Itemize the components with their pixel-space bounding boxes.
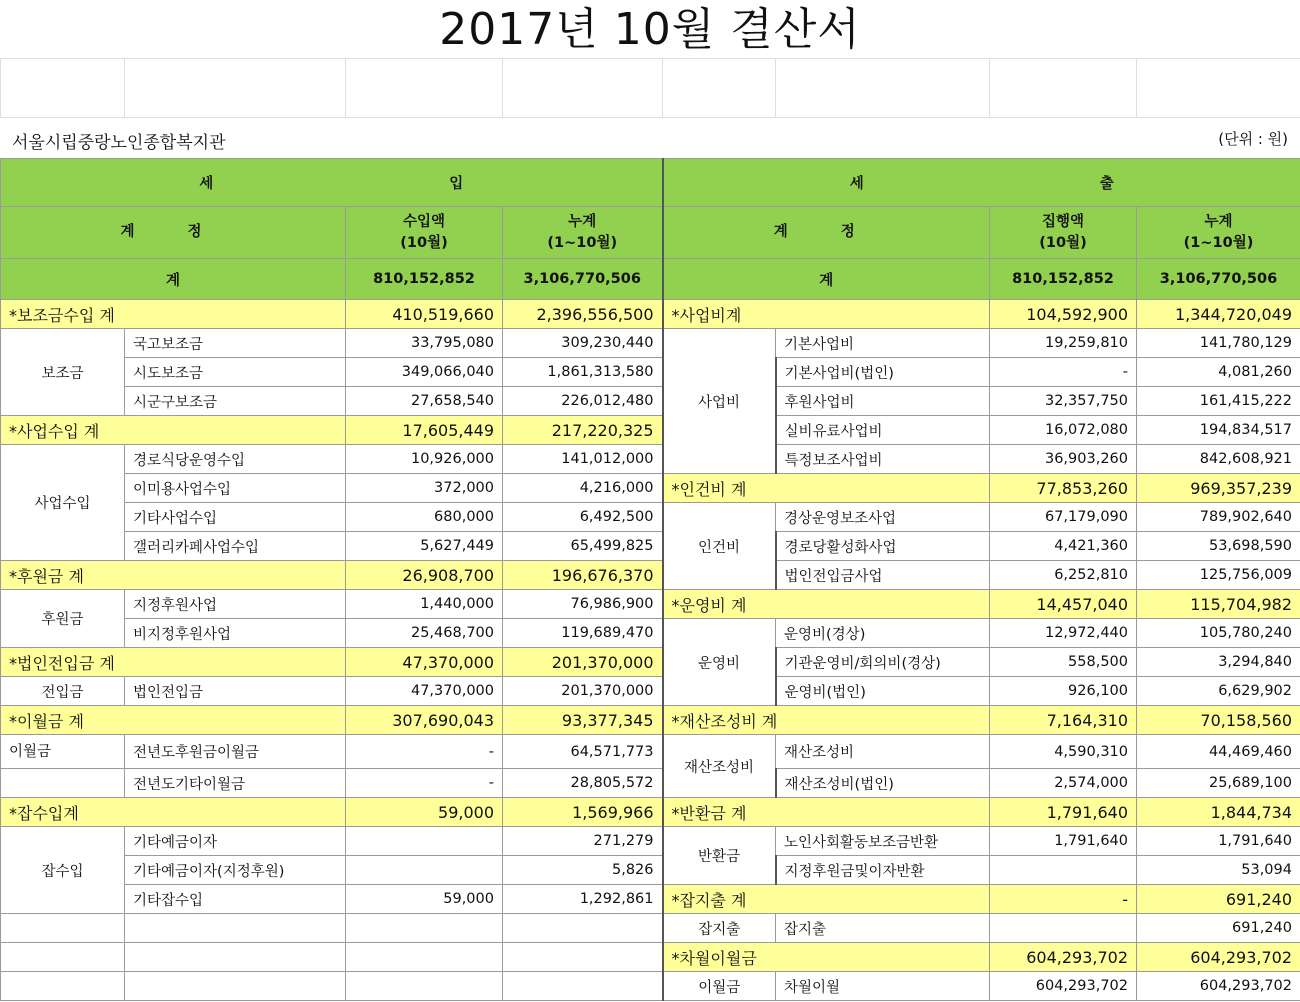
expense-item-cumulative: 53,698,590 — [1137, 532, 1300, 561]
income-empty-cell — [346, 943, 503, 972]
account-label: 계 정 — [120, 224, 226, 240]
expense-item-name: 재산조성비 — [776, 735, 990, 769]
income-item-name: 시도보조금 — [125, 358, 346, 387]
income-subtotal-label: *이월금 계 — [1, 706, 346, 735]
income-subtotal-month: 26,908,700 — [346, 561, 503, 590]
expense-item-name: 경로당활성화사업 — [776, 532, 990, 561]
expense-item-name: 경상운영보조사업 — [776, 503, 990, 532]
income-empty-cell — [346, 914, 503, 943]
expense-item-month: 4,421,360 — [990, 532, 1137, 561]
organization-name: 서울시립중랑노인종합복지관 — [12, 133, 226, 153]
income-item-cumulative: 201,370,000 — [503, 677, 663, 706]
table-row — [1, 972, 1300, 1001]
table-row — [1, 416, 1300, 445]
expense-category: 잡지출 — [663, 914, 776, 943]
expense-item-month: - — [990, 358, 1137, 387]
page-title: 2017년 10월 결산서 — [0, 0, 1300, 59]
table-row — [1, 619, 1300, 648]
income-item-cumulative: 119,689,470 — [503, 619, 663, 648]
expense-category: 인건비 — [663, 503, 776, 590]
expense-item-name: 기관운영비/회의비(경상) — [776, 648, 990, 677]
income-category: 이월금 — [1, 735, 125, 769]
settlement-table — [0, 158, 1300, 1001]
income-category: 후원금 — [1, 590, 125, 648]
income-category: 보조금 — [1, 329, 125, 416]
table-row — [1, 474, 1300, 503]
table-row — [1, 532, 1300, 561]
expense-subtotal-month: 104,592,900 — [990, 300, 1137, 329]
income-item-cumulative: 4,216,000 — [503, 474, 663, 503]
income-subtotal-month: 307,690,043 — [346, 706, 503, 735]
income-category: 잡수입 — [1, 827, 125, 914]
income-empty-cell — [503, 972, 663, 1001]
table-row — [1, 798, 1300, 827]
income-subtotal-month: 47,370,000 — [346, 648, 503, 677]
expense-item-cumulative: 6,629,902 — [1137, 677, 1300, 706]
expense-subtotal-cumulative: 70,158,560 — [1137, 706, 1300, 735]
expense-item-name: 특정보조사업비 — [776, 445, 990, 474]
income-item-cumulative: 5,826 — [503, 856, 663, 885]
income-subtotal-month: 59,000 — [346, 798, 503, 827]
income-total-month: 810,152,852 — [346, 259, 503, 300]
income-item-cumulative: 271,279 — [503, 827, 663, 856]
income-item-name: 이미용사업수입 — [125, 474, 346, 503]
income-item-name: 전년도기타이월금 — [125, 769, 346, 798]
expense-item-name: 노인사회활동보조금반환 — [776, 827, 990, 856]
expense-item-month: 67,179,090 — [990, 503, 1137, 532]
income-subtotal-label: *잡수입계 — [1, 798, 346, 827]
income-item-month: 10,926,000 — [346, 445, 503, 474]
income-item-cumulative: 141,012,000 — [503, 445, 663, 474]
header-row-columns — [1, 207, 1300, 259]
income-subtotal-label: *법인전입금 계 — [1, 648, 346, 677]
income-amount-header — [346, 207, 503, 259]
expense-item-name: 재산조성비(법인) — [776, 769, 990, 798]
income-item-month: 5,627,449 — [346, 532, 503, 561]
income-item-cumulative: 76,986,900 — [503, 590, 663, 619]
income-item-month: 680,000 — [346, 503, 503, 532]
expense-subtotal-month: 1,791,640 — [990, 798, 1137, 827]
expense-subtotal-month: 7,164,310 — [990, 706, 1137, 735]
income-account-header — [1, 207, 346, 259]
cumulative-range-label: (1~10월) — [547, 234, 618, 251]
income-amount-label: 수입액 — [402, 213, 446, 230]
expense-subtotal-label: *차월이월금 — [663, 943, 990, 972]
table-row — [1, 769, 1300, 798]
expense-item-cumulative: 604,293,702 — [1137, 972, 1300, 1001]
income-item-name: 기타예금이자(지정후원) — [125, 856, 346, 885]
table-row — [1, 735, 1300, 769]
income-item-month: 1,440,000 — [346, 590, 503, 619]
table-row — [1, 943, 1300, 972]
expense-header-char-1: 세 — [849, 176, 864, 192]
expense-item-name: 기본사업비 — [776, 329, 990, 358]
expense-item-name: 운영비(경상) — [776, 619, 990, 648]
expense-category: 반환금 — [663, 827, 776, 885]
income-empty-cell — [125, 943, 346, 972]
income-item-cumulative: 1,861,313,580 — [503, 358, 663, 387]
income-item-cumulative: 226,012,480 — [503, 387, 663, 416]
blank-grid-row — [0, 58, 1300, 118]
expense-subtotal-cumulative: 604,293,702 — [1137, 943, 1300, 972]
income-empty-cell — [125, 972, 346, 1001]
expense-subtotal-label: *잡지출 계 — [663, 885, 990, 914]
income-item-name: 비지정후원사업 — [125, 619, 346, 648]
expense-item-month — [990, 914, 1137, 943]
expense-total-cumulative: 3,106,770,506 — [1137, 259, 1300, 300]
income-item-name: 법인전입금 — [125, 677, 346, 706]
expense-item-month: 32,357,750 — [990, 387, 1137, 416]
income-item-name: 전년도후원금이월금 — [125, 735, 346, 769]
income-item-cumulative: 1,292,861 — [503, 885, 663, 914]
income-empty-cell — [1, 914, 125, 943]
expense-item-cumulative: 789,902,640 — [1137, 503, 1300, 532]
expense-subtotal-label: *반환금 계 — [663, 798, 990, 827]
income-empty-cell — [1, 769, 125, 798]
income-item-name: 기타잡수입 — [125, 885, 346, 914]
expense-item-name: 실비유료사업비 — [776, 416, 990, 445]
expense-subtotal-month: 77,853,260 — [990, 474, 1137, 503]
income-category: 전입금 — [1, 677, 125, 706]
expense-account-header — [663, 207, 990, 259]
expense-item-name: 법인전입금사업 — [776, 561, 990, 590]
expense-subtotal-cumulative: 691,240 — [1137, 885, 1300, 914]
income-empty-cell — [346, 972, 503, 1001]
income-item-name: 기타사업수입 — [125, 503, 346, 532]
month-label: (10월) — [1039, 234, 1087, 251]
expense-subtotal-label: *사업비계 — [663, 300, 990, 329]
expense-item-cumulative: 25,689,100 — [1137, 769, 1300, 798]
income-item-cumulative: 6,492,500 — [503, 503, 663, 532]
income-item-month: 372,000 — [346, 474, 503, 503]
income-subtotal-label: *사업수입 계 — [1, 416, 346, 445]
income-subtotal-label: *후원금 계 — [1, 561, 346, 590]
income-item-name: 시군구보조금 — [125, 387, 346, 416]
income-subtotal-month: 17,605,449 — [346, 416, 503, 445]
cumulative-range-label: (1~10월) — [1183, 234, 1254, 251]
income-section-header — [1, 159, 663, 207]
expense-amount-label: 집행액 — [1041, 213, 1085, 230]
income-item-month: 33,795,080 — [346, 329, 503, 358]
table-row — [1, 300, 1300, 329]
account-label: 계 정 — [773, 224, 879, 240]
income-category: 사업수입 — [1, 445, 125, 561]
expense-category: 운영비 — [663, 619, 776, 706]
income-item-month — [346, 827, 503, 856]
expense-item-name: 운영비(법인) — [776, 677, 990, 706]
expense-category: 사업비 — [663, 329, 776, 474]
expense-item-cumulative: 194,834,517 — [1137, 416, 1300, 445]
grand-total-row — [1, 259, 1300, 300]
income-item-month: - — [346, 769, 503, 798]
expense-category: 재산조성비 — [663, 735, 776, 798]
expense-category: 이월금 — [663, 972, 776, 1001]
expense-item-cumulative: 842,608,921 — [1137, 445, 1300, 474]
expense-item-month — [990, 856, 1137, 885]
income-item-month: 47,370,000 — [346, 677, 503, 706]
table-row — [1, 561, 1300, 590]
expense-item-month: 12,972,440 — [990, 619, 1137, 648]
expense-header-char-2: 출 — [1099, 176, 1114, 192]
income-total-label: 계 — [1, 259, 346, 300]
expense-item-month: 926,100 — [990, 677, 1137, 706]
table-row — [1, 677, 1300, 706]
expense-item-month: 558,500 — [990, 648, 1137, 677]
income-item-month: - — [346, 735, 503, 769]
expense-item-cumulative: 141,780,129 — [1137, 329, 1300, 358]
income-item-cumulative: 309,230,440 — [503, 329, 663, 358]
expense-item-name: 기본사업비(법인) — [776, 358, 990, 387]
expense-subtotal-label: *재산조성비 계 — [663, 706, 990, 735]
income-subtotal-label: *보조금수입 계 — [1, 300, 346, 329]
income-item-month: 349,066,040 — [346, 358, 503, 387]
table-row — [1, 387, 1300, 416]
income-item-name: 경로식당운영수입 — [125, 445, 346, 474]
expense-item-cumulative: 105,780,240 — [1137, 619, 1300, 648]
income-item-month: 59,000 — [346, 885, 503, 914]
expense-item-cumulative: 691,240 — [1137, 914, 1300, 943]
income-item-cumulative: 65,499,825 — [503, 532, 663, 561]
expense-subtotal-cumulative: 1,344,720,049 — [1137, 300, 1300, 329]
expense-item-cumulative: 44,469,460 — [1137, 735, 1300, 769]
expense-subtotal-cumulative: 1,844,734 — [1137, 798, 1300, 827]
expense-item-cumulative: 1,791,640 — [1137, 827, 1300, 856]
income-empty-cell — [1, 943, 125, 972]
expense-subtotal-label: *인건비 계 — [663, 474, 990, 503]
income-item-name: 갤러리카페사업수입 — [125, 532, 346, 561]
expense-item-month: 36,903,260 — [990, 445, 1137, 474]
expense-item-cumulative: 4,081,260 — [1137, 358, 1300, 387]
header-row-section — [1, 159, 1300, 207]
expense-total-month: 810,152,852 — [990, 259, 1137, 300]
expense-section-header — [663, 159, 1300, 207]
expense-item-name: 차월이월 — [776, 972, 990, 1001]
expense-cumulative-header — [1137, 207, 1300, 259]
income-item-cumulative: 64,571,773 — [503, 735, 663, 769]
income-header-char-2: 입 — [449, 176, 464, 192]
cumulative-label: 누계 — [568, 213, 597, 230]
income-empty-cell — [503, 914, 663, 943]
income-item-month — [346, 856, 503, 885]
expense-subtotal-month: 14,457,040 — [990, 590, 1137, 619]
income-empty-cell — [503, 943, 663, 972]
income-cumulative-header — [503, 207, 663, 259]
expense-subtotal-cumulative: 115,704,982 — [1137, 590, 1300, 619]
income-subtotal-cumulative: 217,220,325 — [503, 416, 663, 445]
table-row — [1, 445, 1300, 474]
expense-item-name: 지정후원금및이자반환 — [776, 856, 990, 885]
expense-item-month: 19,259,810 — [990, 329, 1137, 358]
income-item-name: 지정후원사업 — [125, 590, 346, 619]
unit-label: (단위 : 원) — [1218, 130, 1288, 148]
income-item-name: 기타예금이자 — [125, 827, 346, 856]
expense-item-cumulative: 3,294,840 — [1137, 648, 1300, 677]
table-row — [1, 856, 1300, 885]
expense-item-month: 604,293,702 — [990, 972, 1137, 1001]
income-subtotal-cumulative: 196,676,370 — [503, 561, 663, 590]
expense-subtotal-month: - — [990, 885, 1137, 914]
table-row — [1, 358, 1300, 387]
income-subtotal-cumulative: 201,370,000 — [503, 648, 663, 677]
table-row — [1, 503, 1300, 532]
expense-item-cumulative: 53,094 — [1137, 856, 1300, 885]
expense-item-cumulative: 125,756,009 — [1137, 561, 1300, 590]
table-row — [1, 885, 1300, 914]
table-row — [1, 827, 1300, 856]
income-subtotal-cumulative: 93,377,345 — [503, 706, 663, 735]
expense-item-month: 1,791,640 — [990, 827, 1137, 856]
expense-item-month: 4,590,310 — [990, 735, 1137, 769]
expense-subtotal-month: 604,293,702 — [990, 943, 1137, 972]
expense-item-month: 2,574,000 — [990, 769, 1137, 798]
expense-total-label: 계 — [663, 259, 990, 300]
income-total-cumulative: 3,106,770,506 — [503, 259, 663, 300]
income-empty-cell — [125, 914, 346, 943]
income-item-month: 27,658,540 — [346, 387, 503, 416]
expense-item-month: 16,072,080 — [990, 416, 1137, 445]
income-subtotal-month: 410,519,660 — [346, 300, 503, 329]
table-row — [1, 706, 1300, 735]
expense-subtotal-cumulative: 969,357,239 — [1137, 474, 1300, 503]
expense-amount-header — [990, 207, 1137, 259]
income-item-name: 국고보조금 — [125, 329, 346, 358]
table-row — [1, 590, 1300, 619]
expense-item-month: 6,252,810 — [990, 561, 1137, 590]
expense-item-name: 잡지출 — [776, 914, 990, 943]
expense-subtotal-label: *운영비 계 — [663, 590, 990, 619]
cumulative-label: 누계 — [1204, 213, 1233, 230]
table-row — [1, 648, 1300, 677]
income-header-char-1: 세 — [199, 176, 214, 192]
income-item-cumulative: 28,805,572 — [503, 769, 663, 798]
income-item-month: 25,468,700 — [346, 619, 503, 648]
income-subtotal-cumulative: 1,569,966 — [503, 798, 663, 827]
expense-item-cumulative: 161,415,222 — [1137, 387, 1300, 416]
table-row — [1, 329, 1300, 358]
expense-item-name: 후원사업비 — [776, 387, 990, 416]
month-label: (10월) — [400, 234, 448, 251]
income-subtotal-cumulative: 2,396,556,500 — [503, 300, 663, 329]
table-row — [1, 914, 1300, 943]
income-empty-cell — [1, 972, 125, 1001]
